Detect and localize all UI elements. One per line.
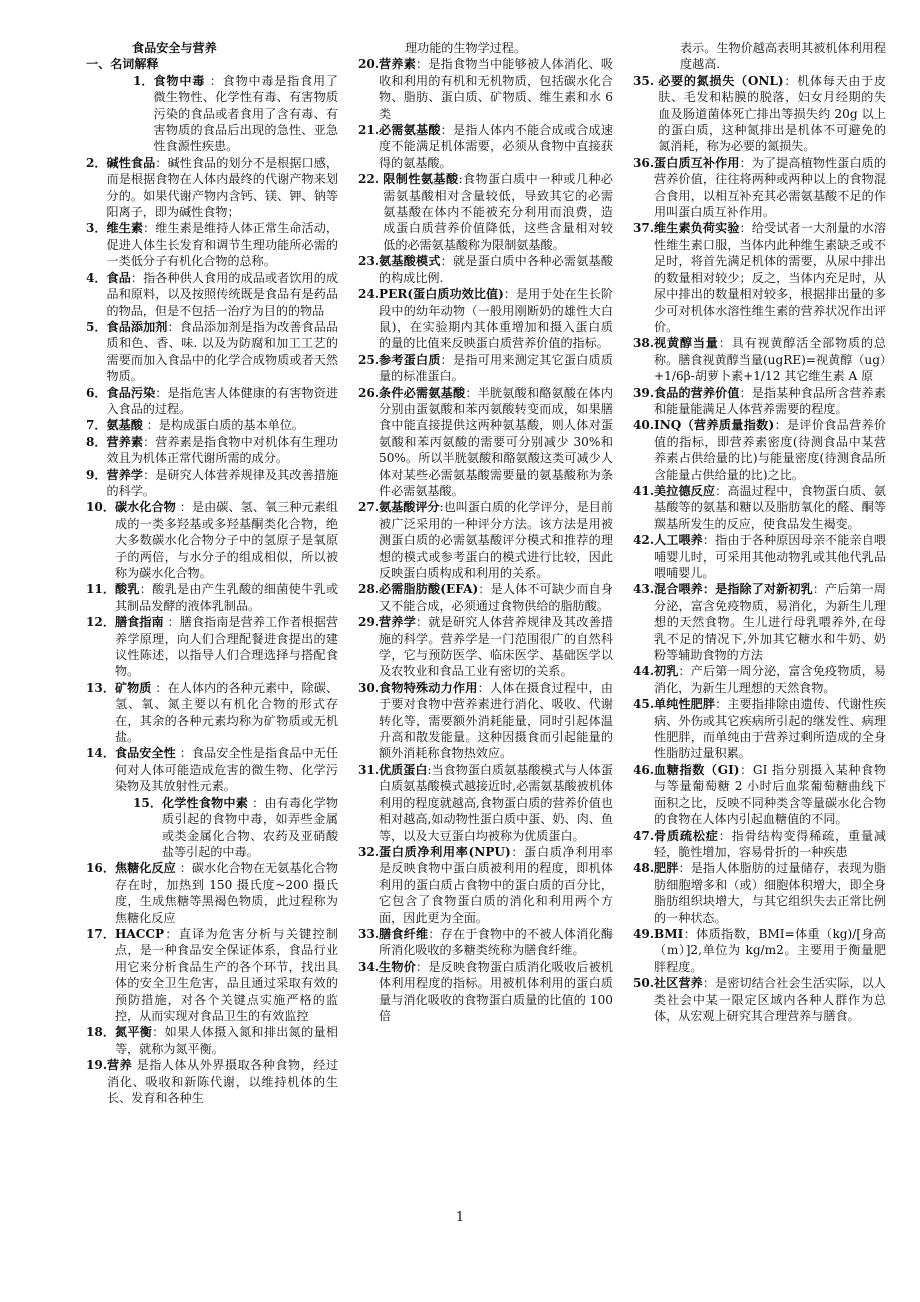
entry-definition: ：是用于处在生长阶段中的幼年动物（一般用刚断奶的雄性大白鼠)，在实验期内其体重增加和摄入蛋白质的量的比值来反映蛋白质营养价值的指标。: [379, 287, 613, 351]
entry-definition: ：营养素是指食物中对机体有生理功效且为机体正常代谢所需的成分。: [106, 434, 338, 466]
entry-number: 26.: [358, 385, 380, 400]
entry-body: [379, 680, 613, 762]
glossary-entry: [86, 319, 338, 385]
entry-number: 42.: [633, 533, 655, 548]
entry-body: [379, 253, 613, 286]
glossary-entry: [86, 860, 338, 926]
entry-term: 氨基酸: [106, 418, 143, 433]
entry-number: 29.: [358, 615, 380, 630]
entry-term: 血糖指数（GI): [654, 762, 740, 777]
entry-term: 维生素负荷实验: [654, 221, 740, 236]
glossary-entry: [358, 171, 613, 253]
entry-term: 必要的氮损失（ONL): [658, 73, 784, 88]
entry-definition: :也叫蛋白质的化学评分，是目前被广泛采用的一种评分方法。该方法是用被测蛋白质的必需氨基酸评分模式和推荐的理想的模式或参考蛋白的模式进行比较，因此反映蛋白质构成和利用的关系。: [379, 500, 613, 580]
entry-body: [115, 499, 338, 581]
entry-body: [654, 663, 886, 696]
entry-body: [379, 581, 613, 614]
entry-term: 参考蛋白质: [379, 352, 441, 367]
glossary-entry: [86, 385, 338, 418]
entry-definition: ：高温过程中，食物蛋白质、氨基酸等的氨基和糖以及脂肪氧化的醛、酮等羰基所发生的反应，使食品发生褐变。: [654, 483, 886, 531]
entry-number: 20.: [358, 57, 380, 72]
glossary-entry: [633, 155, 886, 221]
entry-definition: ：碳水化合物在无氨基化合物存在时，加热到 150 摄氏度~200 摄氏度，生成焦糖等黑褐色物质，此过程称为焦糖化反应: [114, 861, 338, 925]
glossary-entry: [358, 614, 613, 680]
entry-number: 37.: [633, 221, 655, 236]
entry-body: [379, 385, 613, 500]
entry-term: 社区营养: [654, 976, 703, 991]
glossary-entry: [633, 385, 886, 418]
glossary-entry: [633, 860, 886, 926]
entry-body: [654, 417, 886, 483]
entry-definition: ：如果人体摄入氮和排出氮的量相等，就称为氮平衡。: [114, 1025, 338, 1056]
entry-body: [107, 1057, 338, 1106]
entry-term: 维生素: [106, 221, 144, 236]
glossary-entry: [358, 581, 613, 614]
entry-number: 38.: [633, 336, 655, 351]
entry-definition: ：存在于食物中的不被人体消化酶所消化吸收的多糖类统称为膳食纤维。: [379, 926, 613, 958]
entry-definition: ：给受试者一大剂量的水溶性维生素口服，当体内此种维生素缺乏或不足时，将首先满足机体的需要，从尿中排出的数量相对较少；反之，当体内充足时，从尿中排出的数量相对较多，根据排出量的多少可对机体水溶性维生素的营养状况作出评价。: [654, 221, 886, 334]
entry-number: 8．: [86, 434, 107, 449]
glossary-entry: [86, 220, 338, 269]
entry-term: HACCP: [114, 926, 165, 941]
entry-number: 16．: [86, 861, 115, 876]
glossary-entry: [633, 335, 886, 384]
glossary-entry: [358, 844, 613, 926]
entry-number: 28.: [358, 582, 380, 597]
glossary-entry: [358, 959, 613, 1025]
entry-term: 营养素: [106, 434, 144, 449]
entry-term: 营养学: [379, 615, 417, 630]
glossary-entry: [86, 499, 338, 581]
entry-number: 2．: [86, 155, 107, 170]
entry-term: 食品污染: [106, 385, 156, 400]
entry-term: 碳水化合物: [114, 500, 176, 515]
entry-number: 6．: [86, 385, 107, 400]
entry-term: 食品安全性: [114, 746, 176, 761]
glossary-entry: [358, 926, 613, 959]
entry-term: 初乳: [654, 664, 679, 679]
entry-number: 49.: [633, 926, 655, 941]
entry-body: [379, 499, 613, 581]
entry-number: 47.: [633, 828, 655, 843]
entry-number: 21.: [358, 123, 380, 138]
entry-number: 22.: [358, 172, 384, 187]
glossary-entry: [358, 385, 613, 500]
entry-term: PER(蛋白质功效比值): [379, 287, 504, 302]
glossary-entry: [633, 663, 886, 696]
entry-term: 必需氨基酸: [379, 123, 441, 138]
entry-number: 34.: [358, 959, 380, 974]
entry-definition: ：人体在摄食过程中，由于要对食物中营养素进行消化、吸收、代谢转化等，需要额外消耗能量，同时引起体温升高和散发能量。这种因摄食而引起能量的额外消耗称食物热效应。: [379, 680, 613, 761]
glossary-entry: [86, 614, 338, 680]
entry-body: [654, 762, 886, 828]
entry-body: [115, 926, 338, 1024]
entry-definition: ：食物中毒是指食用了微生物性、化学性有毒、有害物质污染的食品或者食用了含有毒、有害物质的食品后出现的急性、亚急性食源性疾患。: [153, 73, 338, 154]
entry-number: 31.: [358, 762, 380, 777]
entry-body: [654, 335, 886, 384]
entry-number: 13．: [86, 680, 115, 695]
column-3: [633, 40, 886, 1024]
entry-definition: ：酸乳是由产生乳酸的细菌使牛乳或其制品发酵的液体乳制品。: [114, 582, 338, 613]
entry-number: 14．: [86, 746, 115, 761]
glossary-entry: [86, 680, 338, 746]
entry-number: 35.: [633, 73, 659, 88]
entry-definition: ：为了提高植物性蛋白质的营养价值，往往将两种或两种以上的食物混合食用，以相互补充其必需氨基酸不足的作用叫蛋白质互补作用。: [654, 155, 886, 220]
entry-number: 1．: [133, 73, 154, 88]
entry-body: [383, 171, 613, 253]
entry-definition: ：具有视黄醇活全部物质的总称。膳食视黄醇当量(ugRE)=视黄醇（ug）+1/6β-胡萝卜素+1/12 其它维生素 A 原: [654, 336, 886, 384]
glossary-entry: [633, 532, 886, 581]
entry-term: 限制性氨基酸: [383, 172, 459, 187]
entry-body: [107, 220, 338, 269]
entry-continuation: 理功能的生物学过程。: [405, 41, 526, 55]
entry-term: 酸乳: [114, 582, 140, 597]
entry-definition: ：是由碳、氢、氧三种元素组成的一类多羟基或多羟基酮类化合物，绝大多数碳水化合物分子中的氢原子是氧原子的两倍，与水分子的组成相似，所以被称为碳水化合物。: [114, 500, 338, 580]
glossary-entry: [86, 434, 338, 467]
entry-definition: ：指骨结构变得稀疏，重量减轻，脆性增加，容易骨折的一种疾患: [654, 828, 886, 859]
document-title: 食品安全与营养: [132, 41, 217, 55]
entry-definition: ：是指某种食品所含营养素和能量能满足人体营养需要的程度。: [654, 385, 886, 416]
entry-number: 18．: [86, 1025, 115, 1040]
entry-body: [107, 467, 338, 500]
entry-term: 优质蛋白: [379, 762, 428, 777]
entry-number: 9．: [86, 467, 107, 482]
entry-definition: ：是指人体脂肪的过量储存，表现为脂肪细胞增多和（或）细胞体积增大，即全身脂肪组织块增大，与其它组织失去正常比例的一种状态。: [654, 861, 886, 925]
glossary-entry: [86, 155, 338, 221]
glossary-entry: [633, 926, 886, 975]
entry-body: [654, 220, 886, 335]
entry-definition: ：直译为危害分析与关键控制点，是一种食品安全保证体系，食品行业用它来分析食品生产的各个环节，找出具体的安全卫生危害，品且通过采取有效的预防措施，对各个关键点实施严格的监控，从而实现对食品卫生的有效监控: [114, 926, 338, 1023]
entry-term: 必需脂肪酸(EFA): [379, 582, 479, 597]
entry-term: 食物特殊动力作用: [379, 680, 478, 695]
entry-definition: ：是指危害人体健康的有害物资进入食品的过程。: [106, 385, 338, 416]
entry-term: 氨基酸评分: [379, 500, 440, 515]
glossary-entry: [633, 696, 886, 762]
glossary-entry: [86, 795, 338, 861]
entry-term: 营养学: [106, 467, 144, 482]
entry-term: 混合喂养：是指除了对新初乳: [654, 582, 813, 597]
entry-definition: ：是人体不可缺少而自身又不能合成，必须通过食物供给的脂肪酸。: [379, 582, 613, 613]
entry-number: 45.: [633, 697, 655, 712]
entry-term: 食物中毒: [153, 73, 206, 88]
entry-definition: ：就是研究人体营养规律及其改善措施的科学。营养学是一门范围很广的自然科学，它与预防医学、临床医学、基础医学以及农牧业和食品工业有密切的关系。: [379, 615, 613, 679]
entry-number: 39.: [633, 385, 655, 400]
entry-number: 44.: [633, 664, 655, 679]
entry-number: 17．: [86, 926, 115, 941]
entry-definition: ：是密切结合社会生活实际，以人类社会中某一限定区域内各种人群作为总体，从宏观上研究其合理营养与膳食。: [654, 976, 886, 1023]
entry-definition: ：是指食物当中能够被人体消化、吸收和利用的有机和无机物质，包括碳水化合物、脂肪、蛋白质、矿物质、维生素和水 6 类: [379, 57, 613, 121]
glossary-entry: [86, 1024, 338, 1057]
entry-number: 19.: [86, 1058, 108, 1073]
entry-number: 5．: [86, 319, 107, 334]
entry-body: [107, 385, 338, 418]
entry-term: 营养素: [379, 57, 417, 72]
entry-body: [654, 581, 886, 663]
entry-body: [654, 385, 886, 418]
entry-term: 碱性食品: [106, 155, 156, 170]
glossary-entry: [358, 56, 613, 122]
entry-body: [379, 762, 613, 844]
entry-term: 条件必需氨基酸: [379, 385, 466, 400]
entry-number: 50.: [633, 976, 655, 991]
entry-body: [654, 828, 886, 861]
glossary-entry: [633, 975, 886, 1024]
entry-term: 膳食指南: [114, 615, 164, 630]
entry-definition: :食物蛋白质中一种或几种必需氨基酸相对含量较低，导致其它的必需氨基酸在体内不能被充分利用而浪费，造成蛋白质营养价值降低，这些含量相对较低的必需氨基酸称为限制氨基酸。: [383, 172, 613, 252]
entry-definition: ：食品安全性是指食品中无任何对人体可能造成危害的微生物、化学污染物及其放射性元素。: [114, 746, 338, 794]
entry-number: 33.: [358, 926, 380, 941]
glossary-entry: [633, 828, 886, 861]
entry-body: [115, 614, 338, 680]
entry-definition: ：半胱氨酸和酪氨酸在体内分别由蛋氨酸和苯丙氨酸转变而成，如果膳食中能直接提供这两种氨基酸，则人体对蛋氨酸和苯丙氨酸的需要可分别减少 30%和 50%。所以半胱氨酸和酪氨酸这类可减少人体对某些必需氨基酸需要量的氨基酸称为条件必需氨基酸。: [379, 385, 613, 498]
entry-term: 膳食纤维: [379, 926, 429, 941]
glossary-entry: [86, 467, 338, 500]
entry-definition: ：是指可用来测定其它蛋白质质量的标准蛋白。: [379, 352, 613, 384]
entry-body: [379, 286, 613, 352]
entry-definition: ：是指人体内不能合成或合成速度不能满足机体需要，必须从食物中直接获得的氨基酸。: [379, 123, 613, 170]
glossary-entry: [358, 680, 613, 762]
entry-body: [162, 795, 338, 861]
entry-number: 23.: [358, 254, 380, 269]
entry-definition: ：由有毒化学物质引起的食物中毒，如弄些金属或类金属化合物、农药及亚硝酸盐等引起的中毒。: [161, 795, 338, 859]
entry-term: INQ（营养质量指数): [654, 418, 775, 433]
entry-definition: ：主要指排除由遗传、代谢性疾病、外伤或其它疾病所引起的继发性、病理性肥胖，而单纯由于营养过剩所造成的全身性脂肪过量积累。: [654, 697, 886, 761]
entry-body: [107, 270, 338, 319]
entry-body: [107, 434, 338, 467]
entry-number: 10．: [86, 500, 115, 515]
entry-number: 11．: [86, 582, 115, 597]
entry-definition: ：蛋白质净利用率是反映食物中蛋白质被利用的程度，即机体利用的蛋白质占食物中的蛋白质的百分比，它包含了食物蛋白质的消化和利用两个方面，因此更为全面。: [379, 844, 613, 925]
entry-definition: ：产后第一周分泌，富含免疫物质，易消化，为新生儿理想的天然食物。: [654, 664, 886, 695]
entry-body: [654, 860, 886, 926]
glossary-entry: [633, 417, 886, 483]
entry-body: [107, 417, 338, 433]
entry-term: 蛋白质互补作用: [654, 155, 740, 170]
glossary-entry: [633, 73, 886, 155]
entry-number: 7．: [86, 418, 107, 433]
entry-body: [107, 155, 338, 221]
glossary-entry: [86, 270, 338, 319]
entry-term: 骨质疏松症: [654, 828, 719, 843]
entry-definition: :当食物蛋白质氨基酸模式与人体蛋白质氨基酸模式越接近时,必需氨基酸被机体利用的程度就越高,食物蛋白质的营养价值也相对越高,如动物性蛋白质中蛋、奶、肉、鱼等，以及大豆蛋白均被称为优质蛋白。: [379, 762, 613, 843]
entry-definition: 是指人体从外界摄取各种食物，经过消化、吸收和新陈代谢，以维持机体的生长、发育和各种生: [107, 1058, 338, 1105]
entry-term: 人工喂养: [654, 533, 703, 548]
entry-number: 27.: [358, 500, 380, 515]
entry-term: 营养: [107, 1058, 133, 1073]
entry-number: 40.: [633, 418, 655, 433]
entry-term: 氮平衡: [114, 1025, 153, 1040]
glossary-entry: [86, 1057, 338, 1106]
entry-number: 15．: [133, 795, 162, 810]
glossary-entry: [358, 352, 613, 385]
glossary-entry: [86, 926, 338, 1024]
entry-term: 视黄醇当量: [654, 336, 719, 351]
glossary-entry: [633, 762, 886, 828]
entry-number: 43.: [633, 582, 655, 597]
entry-body: [379, 959, 613, 1025]
entry-term: 肥胖: [654, 861, 679, 876]
glossary-entry: [86, 73, 338, 155]
entry-term: BMI: [654, 926, 684, 941]
entry-definition: ：食品添加剂是指为改善食品品质和色、香、味. 以及为防腐和加工工艺的需要而加入食品中的化学合成物质或者天然物质。: [106, 319, 338, 384]
entry-definition: ：是构成蛋白质的基本单位。: [142, 418, 304, 433]
entry-definition: ：是研究人体营养规律及其改善措施的科学。: [106, 467, 338, 498]
entry-number: 30.: [358, 680, 380, 695]
entry-term: 食品的营养价值: [654, 385, 740, 400]
entry-definition: ：就是蛋白质中各种必需氨基酸的构成比例.: [379, 254, 613, 285]
glossary-entry: [358, 286, 613, 352]
column-1: [86, 40, 338, 1106]
glossary-entry: [358, 122, 613, 171]
entry-number: 24.: [358, 287, 380, 302]
entry-number: 46.: [633, 762, 655, 777]
entry-definition: ：指由于各种原因母亲不能亲自喂哺婴儿时，可采用其他动物乳或其他代乳品喂哺婴儿。: [654, 533, 886, 580]
entry-definition: ：是反映食物蛋白质消化吸收后被机体利用程度的指标。用被机体利用的蛋白质量与消化吸收的食物蛋白质量的比值的 100 倍: [379, 959, 613, 1023]
entry-number: 36.: [633, 155, 655, 170]
entry-body: [107, 319, 338, 385]
entry-definition: ：机体每天由于皮肤、毛发和粘膜的脱落，妇女月经期的失血及肠道菌体死亡排出等损失约 20g 以上的蛋白质，这种氮排出是机体不可避免的氮消耗，称为必要的氮损失。: [658, 73, 886, 154]
entry-body: [154, 73, 338, 155]
column-2: [358, 40, 613, 1024]
entry-number: 25.: [358, 352, 380, 367]
entry-continuation: 表示。生物价越高表明其被机体利用程度越高.: [680, 41, 886, 72]
glossary-entry: [358, 762, 613, 844]
entry-body: [654, 532, 886, 581]
entry-body: [379, 844, 613, 926]
page-number: 1: [455, 1210, 465, 1225]
entry-term: 食品添加剂: [106, 319, 168, 334]
glossary-entry: [358, 253, 613, 286]
entry-body: [654, 483, 886, 532]
entry-definition: ：GI 指分别摄入某种食物与等量葡萄糖 2 小时后血浆葡萄糖曲线下面积之比，反映不同种类含等量碳水化合物的食物在人体内引起血糖值的不同。: [654, 762, 886, 827]
entry-term: 生物价: [379, 959, 417, 974]
entry-term: 单纯性肥胖: [654, 697, 716, 712]
glossary-entry: [633, 220, 886, 335]
glossary-entry: [358, 499, 613, 581]
entry-term: 食品: [106, 270, 131, 285]
glossary-entry: [633, 581, 886, 663]
section-heading: 一、名词解释: [86, 57, 159, 72]
entry-definition: ：指各种供人食用的成品或者饮用的成品和原料，以及按照传统既是食品有是药品的物品，但是不包括一治疗为目的的物品: [106, 270, 338, 318]
entry-body: [379, 122, 613, 171]
entry-body: [654, 926, 886, 975]
entry-body: [379, 614, 613, 680]
glossary-entry: [86, 745, 338, 794]
entry-body: [654, 696, 886, 762]
glossary-entry: [633, 483, 886, 532]
entry-definition: ：碱性食品的划分不是根据口感，而是根据食物在人体内最终的代谢产物来划分的。如果代谢产物内含钙、镁、钾、钠等阳离子，即为碱性食物；: [106, 155, 338, 220]
entry-body: [115, 860, 338, 926]
entry-body: [658, 73, 886, 155]
entry-number: 12．: [86, 615, 115, 630]
entry-term: 焦糖化反应: [114, 861, 176, 876]
entry-definition: ：维生素是维持人体正常生命活动，促进人体生长发育和调节生理功能所必需的一类低分子有机化合物的总称。: [106, 221, 338, 269]
entry-body: [379, 352, 613, 385]
entry-body: [115, 745, 338, 794]
entry-term: 蛋白质净利用率(NPU): [379, 844, 511, 859]
entry-number: 32.: [358, 844, 380, 859]
entry-term: 氨基酸模式: [379, 254, 441, 269]
entry-number: 48.: [633, 861, 655, 876]
entry-term: 美拉德反应: [654, 483, 716, 498]
entry-body: [115, 1024, 338, 1057]
entry-definition: ：是评价食品营养价值的指标，即营养素密度(待测食品中某营养素占供给量的比)与能量密度(待测食品所含能量占供给量的比)之比。: [654, 418, 886, 482]
glossary-entry: [86, 581, 338, 614]
entry-definition: ：体质指数，BMI=体重（kg)/[身高（m）]2,单位为 kg/m2。主要用于衡量肥胖程度。: [654, 926, 886, 974]
entry-body: [654, 975, 886, 1024]
entry-body: [654, 155, 886, 221]
entry-body: [115, 581, 338, 614]
entry-body: [115, 680, 338, 746]
entry-definition: ：产后第一周分泌，富含免疫物质，易消化，为新生儿理想的天然食物。生儿进行母乳喂养外,在母乳不足的情况下,外加其它糖水和牛奶、奶粉等辅助食物的方法: [654, 582, 886, 663]
entry-number: 4．: [86, 270, 107, 285]
entry-body: [379, 56, 613, 122]
entry-term: 化学性食物中素: [161, 795, 249, 810]
entry-body: [379, 926, 613, 959]
entry-number: 3．: [86, 221, 107, 236]
entry-number: 41.: [633, 483, 655, 498]
glossary-entry: [86, 417, 338, 433]
entry-definition: ：膳食指南是营养工作者根据营养学原理，向人们合理配餐进食提出的建议性陈述，以指导人们合理选择与搭配食物。: [114, 615, 338, 679]
entry-term: 矿物质: [114, 680, 152, 695]
entry-definition: ：在人体内的各种元素中，除碳、氢、氧、氮主要以有机化合物的形式存在，其余的各种元素均称为矿物质或无机盐。: [114, 680, 338, 745]
